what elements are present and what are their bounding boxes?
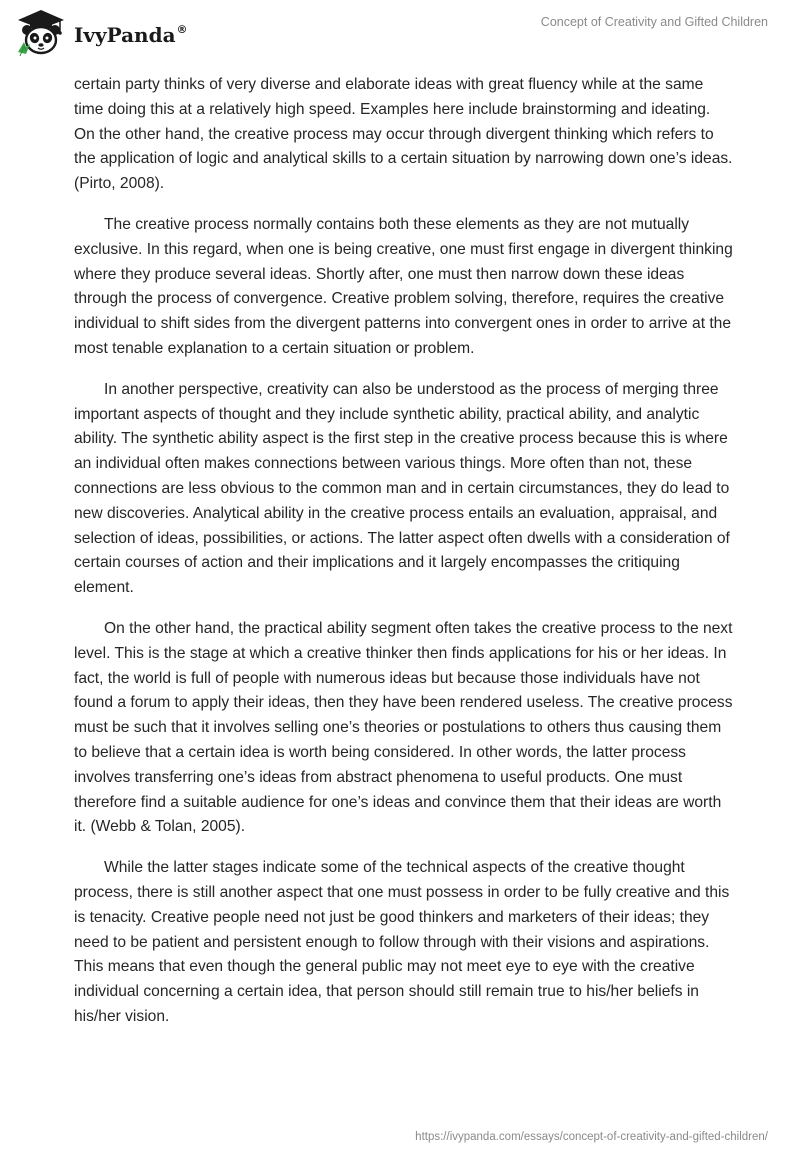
document-title: Concept of Creativity and Gifted Children (540, 15, 768, 29)
paragraph-4: On the other hand, the practical ability segment often takes the creative process to the next level. This is the stage at which a creative thinker then finds applications for his or her ideas. In fact, the world is full of people with numerous ideas but because those individuals have not found a forum to apply their ideas, then they have been rendered useless. The creative process must be such that it involves selling one’s theories or postulations to others thus causing them to believe that a certain idea is worth being considered. In other words, the latter process involves transferring one’s ideas from abstract phenomena to useful products. One must therefore find a suitable audience for one’s ideas and convince them that their ideas are worth it. (Webb & Tolan, 2005). (74, 619, 733, 836)
logo-wordmark (74, 23, 188, 47)
paragraph-5: While the latter stages indicate some of the technical aspects of the creative thought process, there is still another aspect that one must possess in order to be fully creative and this is tenacity. Creative people need not just be good thinkers and marketers of their ideas; they need to be patient and persistent enough to follow through with their visions and aspirations. This means that even though the general public may not meet eye to eye with the creative individual concerning a certain idea, that person should still remain true to his/her beliefs in his/her vision. (74, 859, 730, 1025)
paragraph-3: In another perspective, creativity can also be understood as the process of merging three important aspects of thought and they include synthetic ability, practical ability, and analytic ability. The synthetic ability aspect is the first step in the creative process because this is where an individual often makes connections between various things. More often than not, these connections are less obvious to the common man and in certain circumstances, they do lead to new discoveries. Analytical ability in the creative process entails an evaluation, appraisal, and selection of ideas, possibilities, or actions. The latter aspect often dwells with a consideration of certain courses of action and their implications and it largely encompasses the critiquing element. (74, 380, 730, 597)
essay-body (74, 73, 734, 1046)
paragraph-2: The creative process normally contains both these elements as they are not mutually exclusive. In this regard, when one is being creative, one must first engage in divergent thinking where they produce several ideas. Shortly after, one must then narrow down these ideas through the process of convergence. Creative problem solving, therefore, requires the creative individual to shift sides from the divergent patterns into convergent ones in order to arrive at the most tenable explanation to a certain situation or problem. (74, 215, 733, 357)
ivypanda-logo-link[interactable] (14, 8, 188, 58)
registered-mark: ® (176, 23, 188, 36)
source-url-link[interactable]: https://ivypanda.com/essays/concept-of-creativity-and-gifted-children/ (415, 1131, 768, 1143)
paragraph-1: certain party thinks of very diverse and elaborate ideas with great fluency while at the same time doing this at a relatively high speed. Examples here include brainstorming and ideating. On the other hand, the creative process may occur through divergent thinking which refers to the application of logic and analytical skills to a certain situation by narrowing down one’s ideas. (Pirto, 2008). (74, 76, 733, 193)
page-header (0, 0, 800, 60)
panda-logo-icon (14, 8, 68, 58)
logo-text: IvyPanda (74, 23, 176, 47)
